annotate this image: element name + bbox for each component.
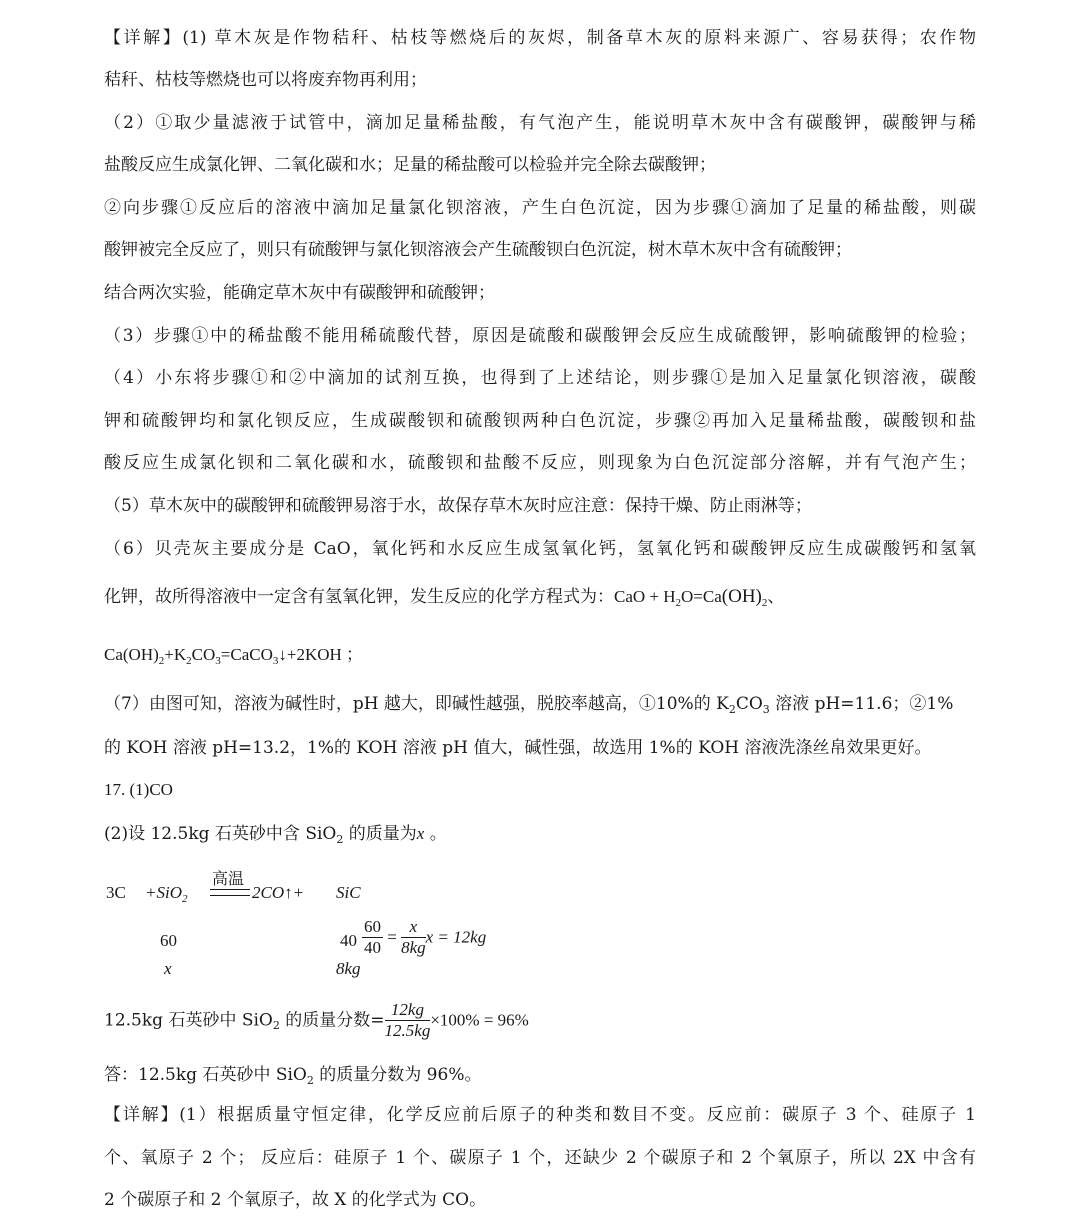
text-line: （3）步骤①中的稀盐酸不能用稀硫酸代替，原因是硫酸和碳酸钾会反应生成硫酸钾，影响硫酸钾的检验； xyxy=(104,326,976,346)
answer-line: 答：12.5kg 石英砂中 SiO$_2$ 的质量分数为 96%。 xyxy=(104,1065,482,1087)
proportion-equation: $\frac{60}{40}$ = $\frac{x}{8kg}$ x = 12kg xyxy=(364,917,487,957)
eq-sic: SiC xyxy=(336,883,361,902)
equal-sign-double-line xyxy=(210,889,250,896)
reaction-condition: 高温 xyxy=(212,869,245,888)
text-line: （5）草木灰中的碳酸钾和硫酸钾易溶于水，故保存草木灰时应注意：保持干燥、防止雨淋等； xyxy=(104,496,812,516)
text-line: （2）①取少量滤液于试管中，滴加足量稀盐酸，有气泡产生，能说明草木灰中含有碳酸钾，碳酸钾与稀 xyxy=(104,113,976,133)
text-line: 【详解】(1）根据质量守恒定律，化学反应前后原子的种类和数目不变。反应前：碳原子 3 个、硅原子 1 xyxy=(104,1105,976,1125)
eq-sio2: +SiO$_2$ xyxy=(145,883,188,905)
ratio-40: 40 xyxy=(340,931,357,950)
text-line: 钾和硫酸钾均和氯化钡反应，生成碳酸钡和硫酸钡两种白色沉淀，步骤②再加入足量稀盐酸，碳酸钡和盐 xyxy=(104,411,976,431)
text-line: 【详解】(1) 草木灰是作物秸秆、枯枝等燃烧后的灰烬，制备草木灰的原料来源广、容易获得；农作物 xyxy=(104,28,976,48)
chem-equation-1: CaO + $H_2O=Ca(OH)_2$、 xyxy=(614,586,785,609)
text-line xyxy=(104,585,784,609)
text-line: ②向步骤①反应后的溶液中滴加足量氯化钡溶液，产生白色沉淀，因为步骤①滴加了足量的稀盐酸，则碳 xyxy=(104,198,976,218)
text-line: （6）贝壳灰主要成分是 CaO，氧化钙和水反应生成氢氧化钙，氢氧化钙和碳酸钾反应生成碳酸钙和氢氧 xyxy=(104,539,976,559)
ratio-x: x xyxy=(164,959,172,978)
fraction-mass: $\frac{12kg}{12.5kg}$ xyxy=(384,1000,431,1040)
ratio-8kg: 8kg xyxy=(336,959,361,978)
text-span: 化钾，故所得溶液中一定含有氢氧化钾，发生反应的化学方程式为： xyxy=(104,587,614,607)
eq-co: 2CO↑+ xyxy=(252,883,305,902)
text-line: 个、氧原子 2 个； 反应后：硅原子 1 个、碳原子 1 个，还缺少 2 个碳原子和 2 个氧原子，所以 2X 中含有 xyxy=(104,1148,976,1168)
text-line: 2 个碳原子和 2 个氧原子，故 X 的化学式为 CO。 xyxy=(104,1190,487,1210)
text-line: 秸秆、枯枝等燃烧也可以将废弃物再利用； xyxy=(104,70,427,90)
answer-17-2: (2)设 12.5kg 石英砂中含 SiO$_2$ 的质量为x 。 xyxy=(104,824,447,846)
text-line: 酸钾被完全反应了，则只有硫酸钾与氯化钡溶液会产生硫酸钡白色沉淀，树木草木灰中含有硫酸钾； xyxy=(104,240,852,260)
eq-3c: 3C xyxy=(106,883,126,902)
text-line: 酸反应生成氯化钡和二氧化碳和水，硫酸钡和盐酸不反应，则现象为白色沉淀部分溶解，并有气泡产生； xyxy=(104,453,976,473)
text-line: （7）由图可知，溶液为碱性时，pH 越大，即碱性越强，脱胶率越高，①10%的 $K_2CO_3$ 溶液 pH=11.6；②1% xyxy=(104,694,954,716)
fraction-60-40: $\frac{60}{40}$ xyxy=(364,917,381,957)
chem-equation-2: $Ca(OH)_2+K_2CO_3=CaCO_3↓+2KOH$ ； xyxy=(104,645,364,667)
text-line: （4）小东将步骤①和②中滴加的试剂互换，也得到了上述结论，则步骤①是加入足量氯化钡溶液，碳酸 xyxy=(104,368,976,388)
ratio-60: 60 xyxy=(160,931,177,950)
answer-17-1: 17. (1)CO xyxy=(104,780,173,799)
result-x: x = 12kg xyxy=(425,927,487,947)
fraction-x-8kg: $\frac{x}{8kg}$ xyxy=(401,917,426,957)
text-line: 盐酸反应生成氯化钾、二氧化碳和水；足量的稀盐酸可以检验并完全除去碳酸钾； xyxy=(104,155,716,175)
text-line: 的 KOH 溶液 pH=13.2，1%的 KOH 溶液 pH 值大，碱性强，故选用 1%的 KOH 溶液洗涤丝帛效果更好。 xyxy=(104,738,932,758)
text-line: 结合两次实验，能确定草木灰中有碳酸钾和硫酸钾； xyxy=(104,283,495,303)
mass-fraction-line: 12.5kg 石英砂中 SiO$_2$ 的质量分数= $\frac{12kg}{12.5kg}$ ×100% = 96% xyxy=(104,1000,529,1040)
